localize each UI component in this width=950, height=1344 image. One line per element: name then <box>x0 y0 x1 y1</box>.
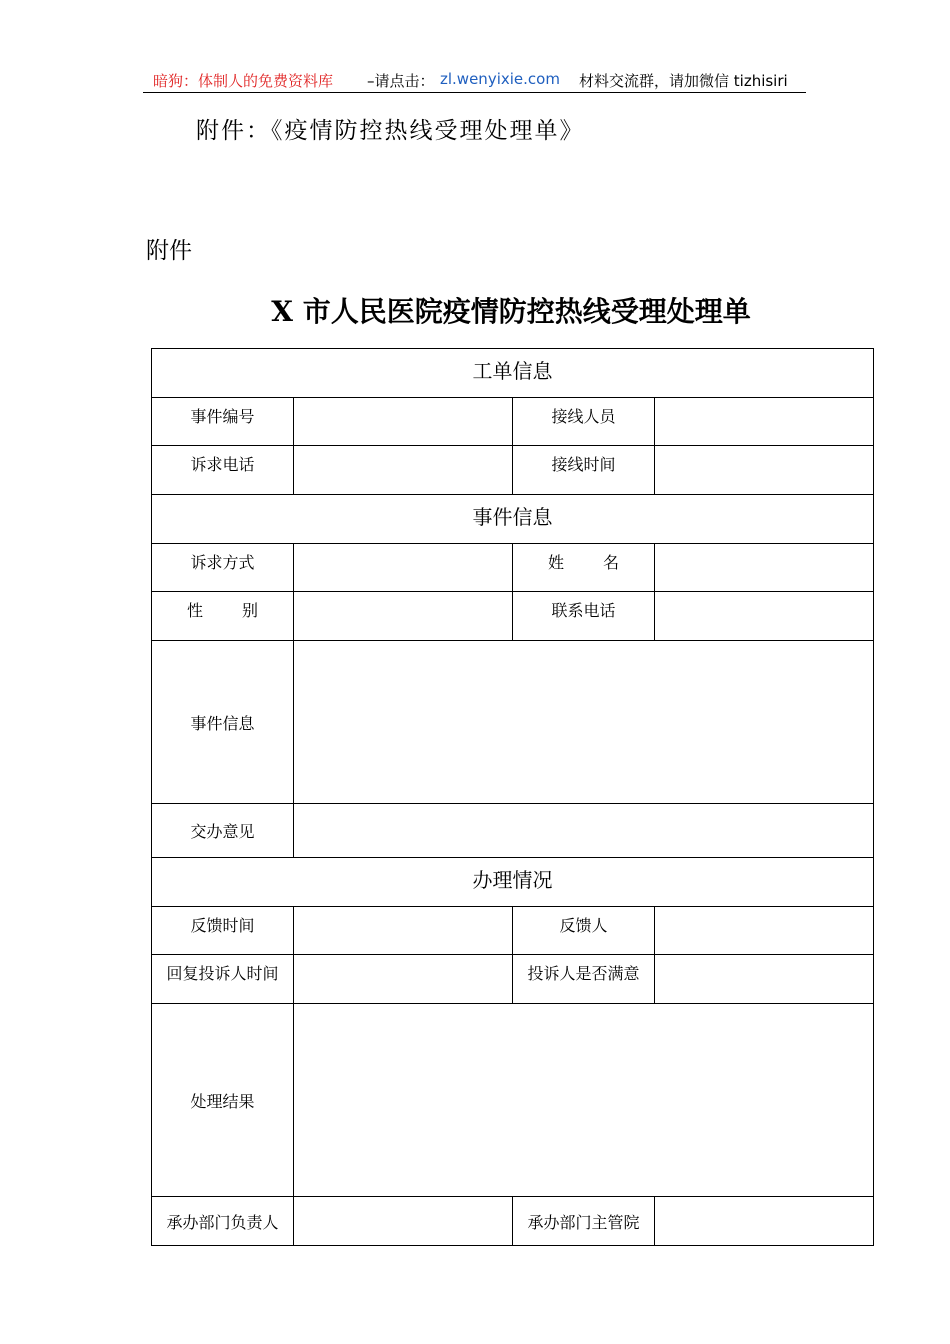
label-satisfied: 投诉人是否满意 <box>513 955 655 1004</box>
label-appeal-method: 诉求方式 <box>152 544 294 592</box>
label-call-time: 接线时间 <box>513 446 655 495</box>
hotline-form-table <box>151 348 874 1246</box>
label-appeal-phone: 诉求电话 <box>152 446 294 495</box>
field-reply-time[interactable] <box>294 955 513 1004</box>
attachment-label: 附件 <box>146 238 192 264</box>
field-event-number[interactable] <box>294 398 513 446</box>
label-name-text: 姓 名 <box>548 553 619 572</box>
table-row <box>152 495 874 544</box>
label-gender <box>152 592 294 641</box>
label-name <box>513 544 655 592</box>
field-appeal-phone[interactable] <box>294 446 513 495</box>
table-row <box>152 804 874 858</box>
label-feedback-time: 反馈时间 <box>152 907 294 955</box>
label-gender-text: 性 别 <box>187 601 258 620</box>
field-dept-head[interactable] <box>294 1197 513 1246</box>
field-call-time[interactable] <box>655 446 874 495</box>
header-link[interactable]: zl.wenyixie.com <box>440 70 560 88</box>
section-event: 事件信息 <box>152 495 874 544</box>
table-row <box>152 349 874 398</box>
label-assignment-opinion: 交办意见 <box>152 804 294 858</box>
field-gender[interactable] <box>294 592 513 641</box>
table-row <box>152 398 874 446</box>
label-contact-phone: 联系电话 <box>513 592 655 641</box>
section-handling: 办理情况 <box>152 858 874 907</box>
page-header <box>143 66 806 93</box>
field-event-info[interactable] <box>294 641 874 804</box>
table-row <box>152 1197 874 1246</box>
field-operator[interactable] <box>655 398 874 446</box>
field-appeal-method[interactable] <box>294 544 513 592</box>
label-dept-head: 承办部门负责人 <box>152 1197 294 1246</box>
table-row <box>152 592 874 641</box>
label-dept-supervisor: 承办部门主管院 <box>513 1197 655 1246</box>
label-event-info: 事件信息 <box>152 641 294 804</box>
table-row <box>152 858 874 907</box>
table-row <box>152 544 874 592</box>
field-satisfied[interactable] <box>655 955 874 1004</box>
field-dept-supervisor[interactable] <box>655 1197 874 1246</box>
table-row <box>152 907 874 955</box>
label-operator: 接线人员 <box>513 398 655 446</box>
section-work-order: 工单信息 <box>152 349 874 398</box>
field-result[interactable] <box>294 1004 874 1197</box>
label-reply-time: 回复投诉人时间 <box>152 955 294 1004</box>
field-name[interactable] <box>655 544 874 592</box>
header-site-name: 暗狗：体制人的免费资料库 <box>153 72 334 90</box>
table-row <box>152 955 874 1004</box>
field-assignment-opinion[interactable] <box>294 804 874 858</box>
document-title: X 市人民医院疫情防控热线受理处理单 <box>271 295 751 328</box>
field-contact-phone[interactable] <box>655 592 874 641</box>
label-event-number: 事件编号 <box>152 398 294 446</box>
header-click-prompt: –请点击： <box>367 72 435 90</box>
field-feedback-time[interactable] <box>294 907 513 955</box>
table-row <box>152 446 874 495</box>
field-feedback-person[interactable] <box>655 907 874 955</box>
attachment-line: 附件：《疫情防控热线受理处理单》 <box>196 118 585 144</box>
label-result: 处理结果 <box>152 1004 294 1197</box>
table-row <box>152 641 874 804</box>
table-row <box>152 1004 874 1197</box>
header-wechat-note: 材料交流群，请加微信 tizhisiri <box>579 72 788 90</box>
label-feedback-person: 反馈人 <box>513 907 655 955</box>
